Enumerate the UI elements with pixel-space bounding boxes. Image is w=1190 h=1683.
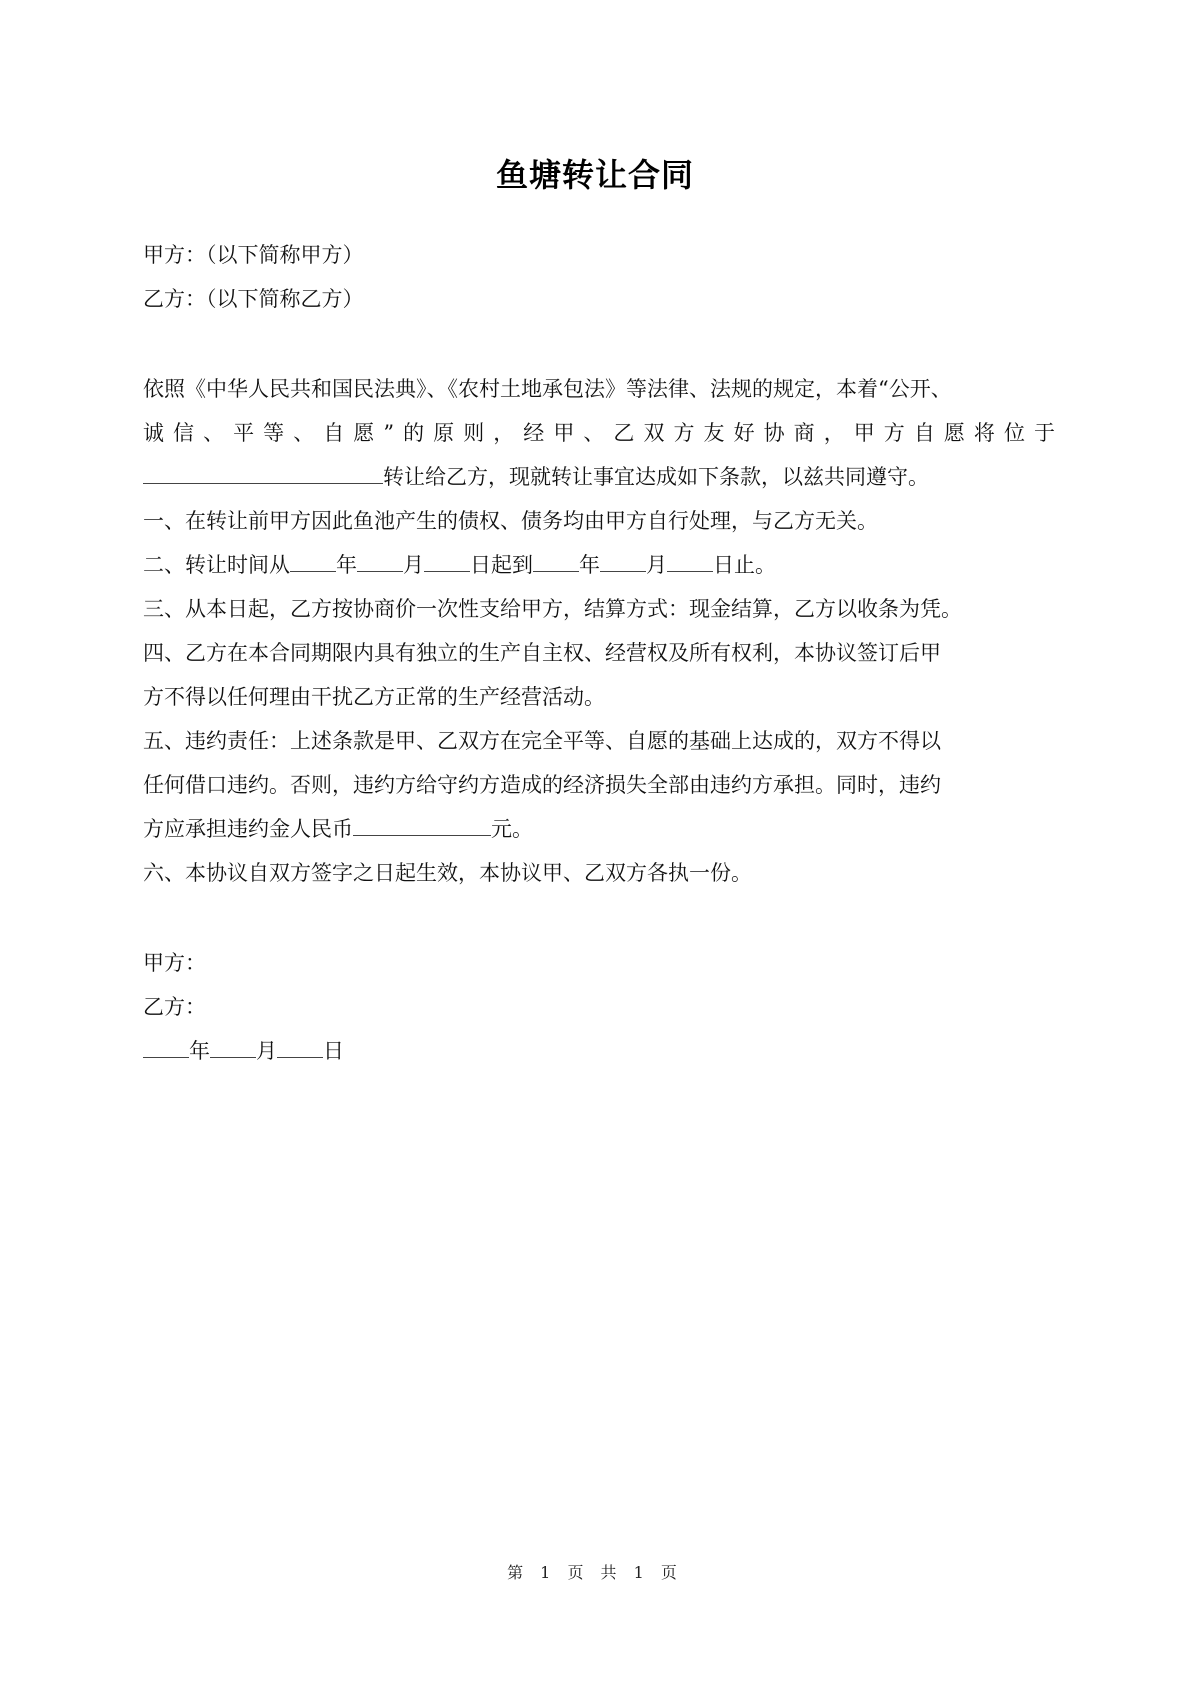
preamble-line-2: 诚信、平等、自愿”的原则，经甲、乙双方友好协商，甲方自愿将位于	[143, 421, 1055, 445]
sign-day-label: 日	[323, 1039, 344, 1063]
party-b-line: 乙方：（以下简称乙方）	[143, 287, 364, 311]
document-title: 鱼塘转让合同	[495, 156, 694, 194]
preamble-line-3-text: 转让给乙方，现就转让事宜达成如下条款，以兹共同遵守。	[383, 465, 929, 489]
clause-1: 一、在转让前甲方因此鱼池产生的债权、债务均由甲方自行处理，与乙方无关。	[143, 509, 878, 533]
party-a-line: 甲方：（以下简称甲方）	[143, 243, 364, 267]
clause-5-line-3-suffix: 元。	[491, 817, 533, 841]
start-year-blank[interactable]	[290, 551, 336, 572]
signature-party-b: 乙方：	[143, 995, 206, 1019]
clause-3: 三、从本日起，乙方按协商价一次性支给甲方，结算方式：现金结算，乙方以收条为凭。	[143, 597, 962, 621]
location-blank[interactable]	[143, 463, 383, 484]
sign-year-blank[interactable]	[143, 1037, 189, 1058]
clause-5-line-3-prefix: 方应承担违约金人民币	[143, 817, 353, 841]
clause-4-line-2: 方不得以任何理由干扰乙方正常的生产经营活动。	[143, 685, 605, 709]
clause-4-line-1: 四、乙方在本合同期限内具有独立的生产自主权、经营权及所有权利，本协议签订后甲	[143, 641, 941, 665]
start-day-blank[interactable]	[424, 551, 470, 572]
end-day-blank[interactable]	[667, 551, 713, 572]
clause-2-day1: 日起到	[470, 553, 533, 577]
clause-2-day2: 日止。	[713, 553, 776, 577]
clause-2-prefix: 二、转让时间从	[143, 553, 290, 577]
preamble-line-3	[143, 462, 929, 492]
page-footer: 第 1 页 共 1 页	[507, 1563, 683, 1582]
signature-party-a: 甲方：	[143, 951, 206, 975]
sign-day-blank[interactable]	[277, 1037, 323, 1058]
end-month-blank[interactable]	[600, 551, 646, 572]
preamble-line-1: 依照《中华人民共和国民法典》、《农村土地承包法》等法律、法规的规定，本着“公开、	[143, 377, 952, 401]
clause-2-month2: 月	[646, 553, 667, 577]
clause-2-year2: 年	[579, 553, 600, 577]
sign-year-label: 年	[189, 1039, 210, 1063]
clause-5-line-1: 五、违约责任：上述条款是甲、乙双方在完全平等、自愿的基础上达成的，双方不得以	[143, 729, 941, 753]
clause-5-line-2: 任何借口违约。否则，违约方给守约方造成的经济损失全部由违约方承担。同时，违约	[143, 773, 941, 797]
end-year-blank[interactable]	[533, 551, 579, 572]
clause-2	[143, 550, 776, 580]
clause-2-year1: 年	[336, 553, 357, 577]
clause-6: 六、本协议自双方签字之日起生效，本协议甲、乙双方各执一份。	[143, 861, 752, 885]
signature-date	[143, 1036, 344, 1066]
start-month-blank[interactable]	[357, 551, 403, 572]
penalty-amount-blank[interactable]	[353, 815, 491, 836]
sign-month-label: 月	[256, 1039, 277, 1063]
sign-month-blank[interactable]	[210, 1037, 256, 1058]
clause-2-month1: 月	[403, 553, 424, 577]
clause-5-line-3	[143, 814, 533, 844]
